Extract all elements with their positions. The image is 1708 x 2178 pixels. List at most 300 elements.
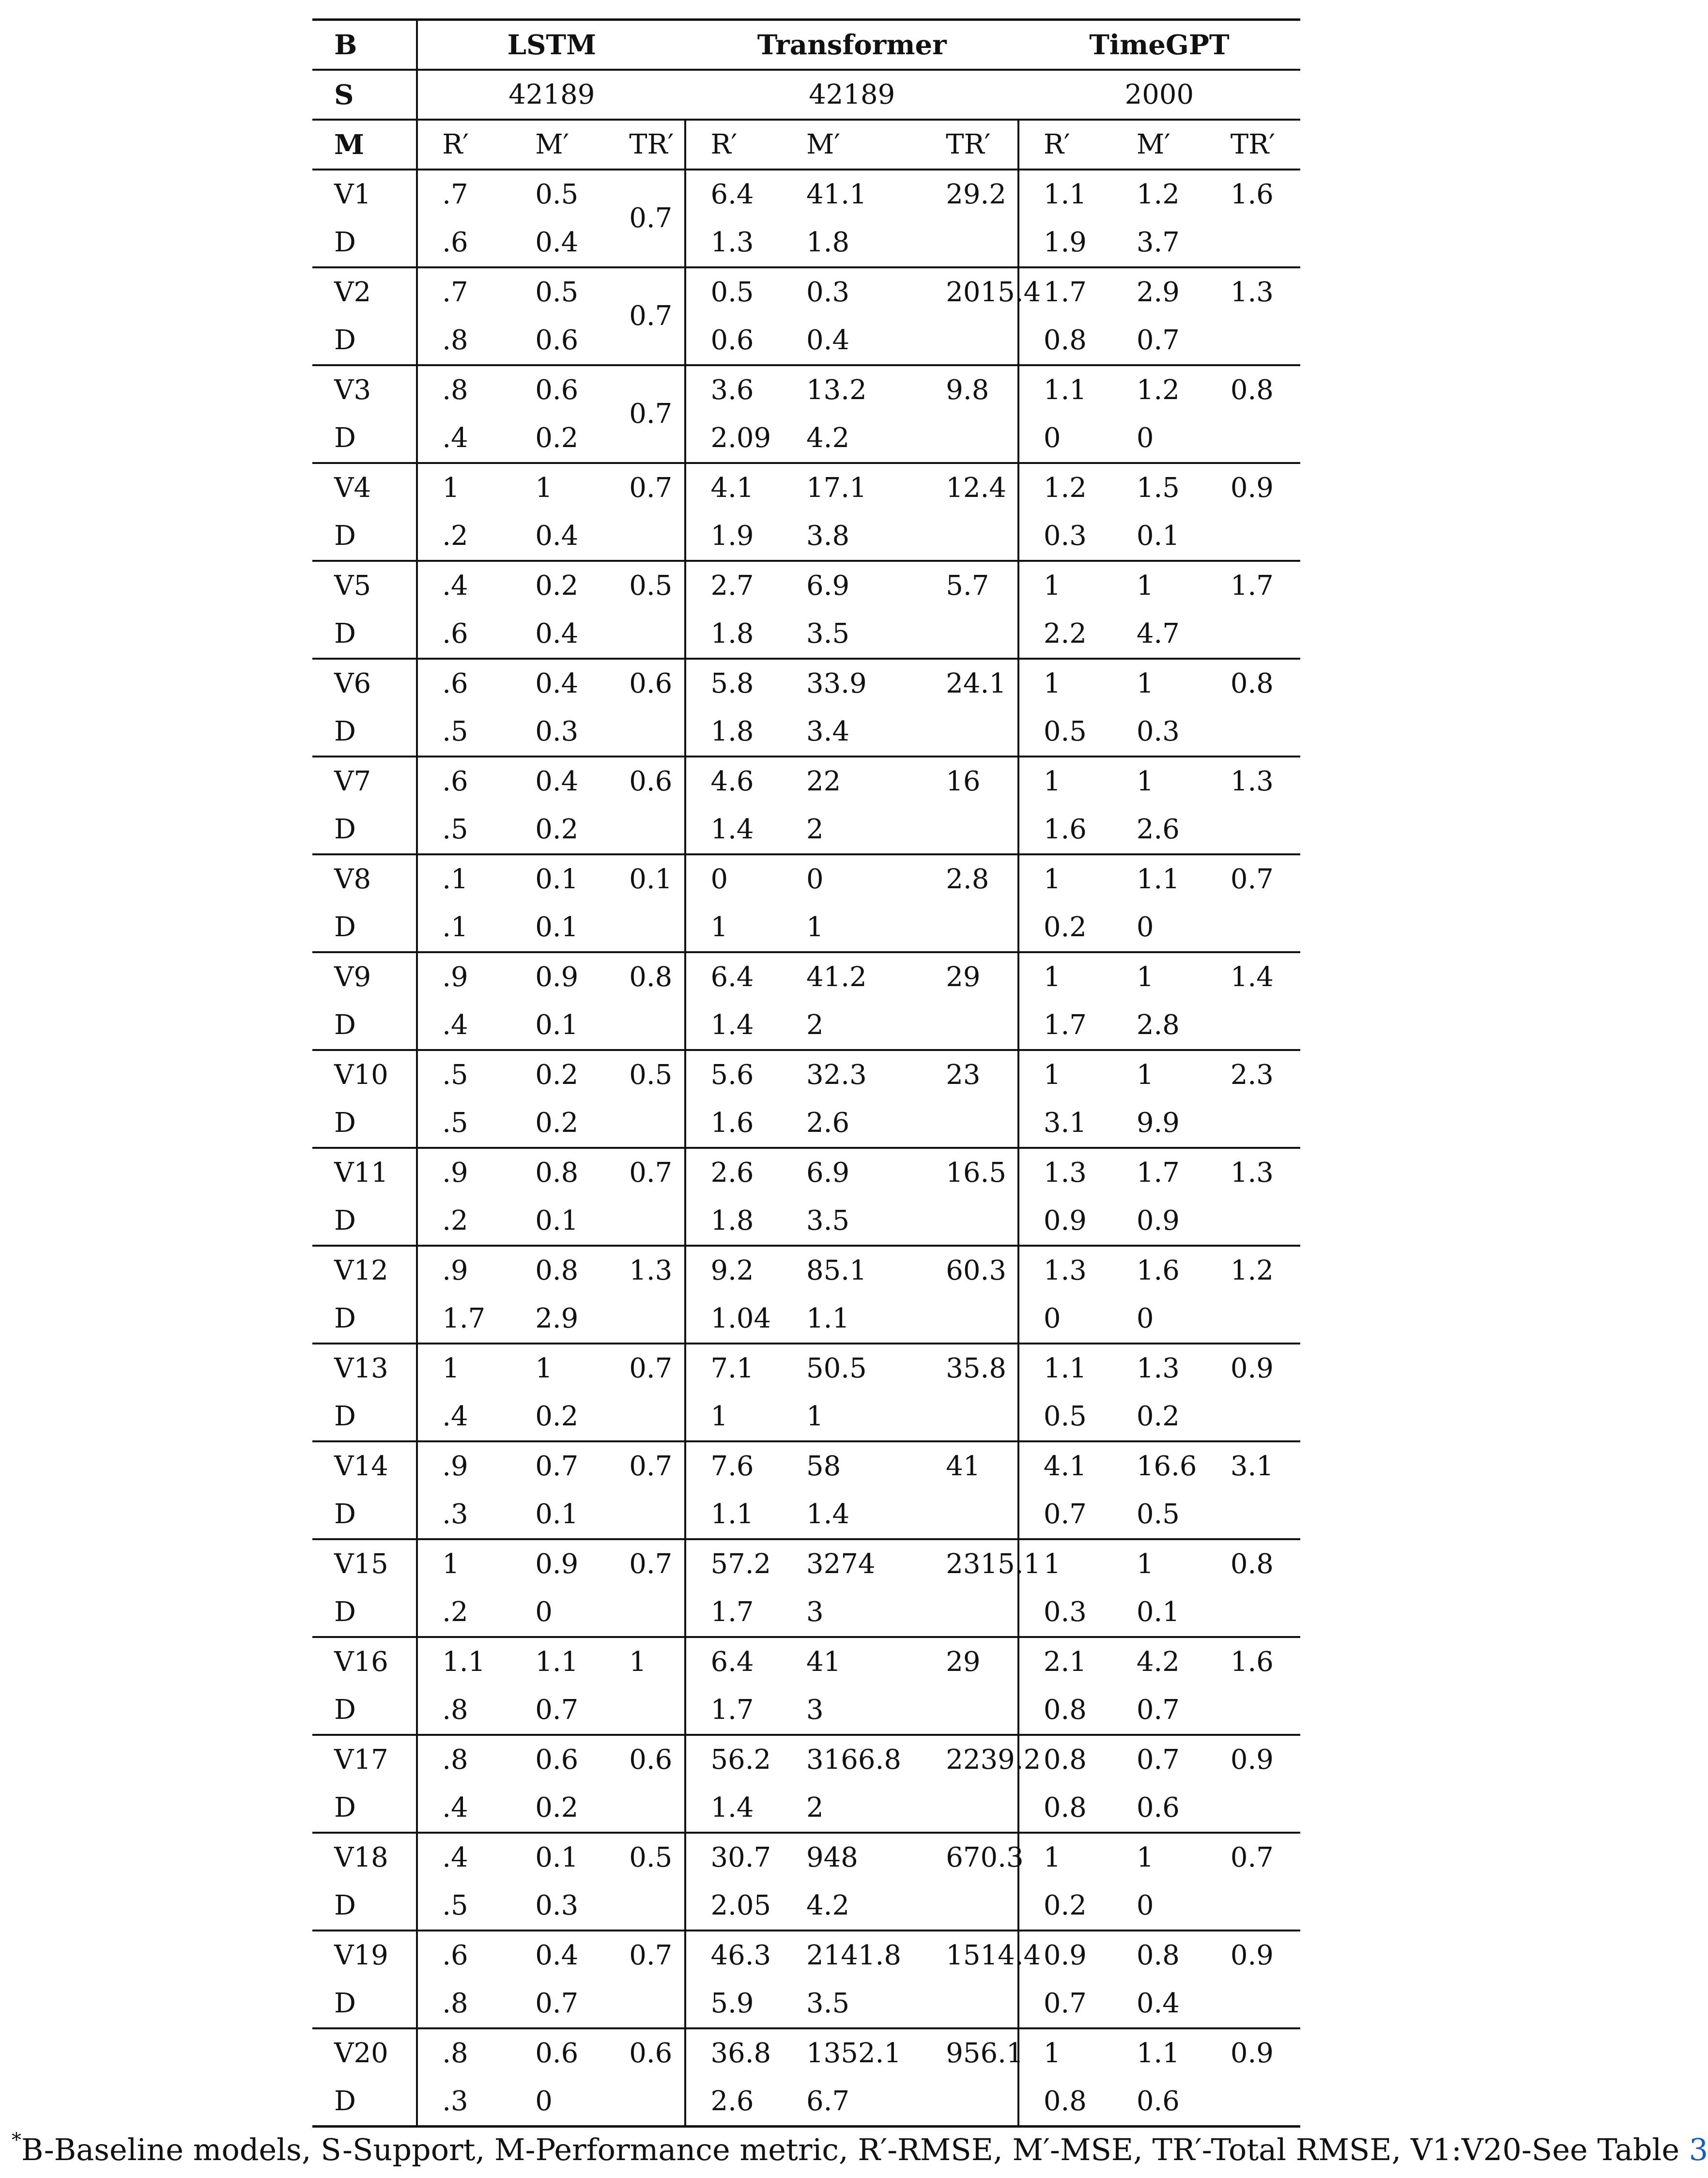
- variable-label: V14: [312, 1441, 417, 1490]
- timegpt-total-rmse-d: [1206, 218, 1300, 267]
- transformer-rmse-d: 1.8: [685, 708, 782, 757]
- support-timegpt: 2000: [1018, 70, 1300, 120]
- transformer-total-rmse: 2315.1: [922, 1539, 1018, 1588]
- timegpt-rmse: 1: [1018, 2028, 1112, 2077]
- transformer-total-rmse: 956.1: [922, 2028, 1018, 2077]
- transformer-mse: 0.3: [782, 267, 922, 316]
- lstm-rmse: 1: [417, 1539, 511, 1588]
- transformer-mse-d: 0.4: [806, 324, 850, 356]
- timegpt-mse-d: 2.8: [1136, 1009, 1180, 1041]
- transformer-mse-d: 3.5: [806, 1205, 850, 1236]
- timegpt-mse: 1.2: [1112, 170, 1206, 218]
- timegpt-rmse: 1.1: [1018, 365, 1112, 414]
- timegpt-rmse: 1: [1018, 952, 1112, 1001]
- timegpt-mse-d: 0.1: [1136, 520, 1180, 552]
- timegpt-total-rmse: 0.8: [1206, 659, 1300, 708]
- lstm-mse: 0.6: [511, 1735, 605, 1784]
- timegpt-rmse-d: 1.6: [1018, 805, 1112, 854]
- d-label: D: [334, 1987, 356, 2019]
- support-lstm: 42189: [417, 70, 685, 120]
- support-transformer: 42189: [685, 70, 1018, 120]
- table-row: [312, 1148, 1300, 1197]
- transformer-total-rmse: 29: [922, 952, 1018, 1001]
- lstm-total-rmse: 1.3: [605, 1246, 685, 1295]
- lstm-rmse-d: .3: [417, 1490, 511, 1539]
- metric-label: M′: [1136, 128, 1170, 160]
- transformer-mse-d: 2: [806, 1792, 824, 1823]
- d-label: D: [334, 1792, 356, 1823]
- lstm-total-rmse: 0.8: [605, 952, 685, 1001]
- lstm-rmse-d: .8: [417, 316, 511, 365]
- transformer-rmse: 9.2: [685, 1246, 782, 1295]
- lstm-rmse-d: .2: [417, 1197, 511, 1246]
- timegpt-mse-d: 0: [1136, 1302, 1154, 1334]
- variable-label: V17: [312, 1735, 417, 1784]
- lstm-mse: 0.2: [511, 561, 605, 610]
- lstm-total-rmse: 0.7: [605, 1148, 685, 1197]
- d-label: D: [334, 1694, 356, 1726]
- lstm-rmse-d: .5: [417, 805, 511, 854]
- timegpt-rmse: 1: [1018, 757, 1112, 805]
- lstm-total-rmse-d: [605, 1001, 685, 1050]
- transformer-mse-d: 1.1: [806, 1302, 850, 1334]
- timegpt-mse-d: 0.5: [1136, 1498, 1180, 1530]
- timegpt-total-rmse-d: [1206, 610, 1300, 659]
- timegpt-mse-d: 3.7: [1136, 226, 1180, 258]
- transformer-rmse-d: 1.7: [685, 1588, 782, 1637]
- variable-label: V13: [312, 1344, 417, 1392]
- lstm-rmse-d: .4: [417, 1001, 511, 1050]
- timegpt-rmse: 1: [1018, 659, 1112, 708]
- transformer-rmse-d: 1.3: [685, 218, 782, 267]
- lstm-mse-d: 0.2: [535, 1400, 579, 1432]
- timegpt-total-rmse: 0.9: [1206, 463, 1300, 512]
- transformer-total-rmse: 35.8: [922, 1344, 1018, 1392]
- transformer-mse: 3274: [782, 1539, 922, 1588]
- timegpt-rmse-d: 1.9: [1018, 218, 1112, 267]
- table-row: [312, 1050, 1300, 1099]
- variable-label: V5: [312, 561, 417, 610]
- transformer-rmse-d: 1.1: [685, 1490, 782, 1539]
- timegpt-mse: 4.2: [1112, 1637, 1206, 1686]
- lstm-mse-d: 0.1: [535, 1009, 579, 1041]
- lstm-total-rmse: 0.5: [605, 1833, 685, 1882]
- variable-label: V4: [312, 463, 417, 512]
- timegpt-total-rmse-d: [1206, 1197, 1300, 1246]
- transformer-mse: 0: [782, 854, 922, 903]
- timegpt-rmse: 1.7: [1018, 267, 1112, 316]
- lstm-rmse: .6: [417, 659, 511, 708]
- timegpt-mse: 1: [1112, 952, 1206, 1001]
- transformer-rmse: 5.8: [685, 659, 782, 708]
- variable-label: V20: [312, 2028, 417, 2077]
- transformer-mse: 50.5: [782, 1344, 922, 1392]
- lstm-rmse-d: .8: [417, 1979, 511, 2028]
- transformer-mse: 41.1: [782, 170, 922, 218]
- transformer-mse-d: 2: [806, 1009, 824, 1041]
- timegpt-rmse: 1.3: [1018, 1246, 1112, 1295]
- lstm-rmse: 1.1: [417, 1637, 511, 1686]
- timegpt-rmse-d: 0.8: [1018, 2077, 1112, 2127]
- metric-label: TR′: [629, 128, 674, 160]
- lstm-mse-d: 0.7: [535, 1694, 579, 1726]
- transformer-mse-d: 3: [806, 1596, 824, 1628]
- transformer-total-rmse-d: [922, 1197, 1018, 1246]
- variable-label: V7: [312, 757, 417, 805]
- table-row: [312, 659, 1300, 708]
- transformer-rmse-d: 1.7: [685, 1686, 782, 1735]
- lstm-rmse-d: .2: [417, 512, 511, 561]
- lstm-total-rmse: 1: [605, 1637, 685, 1686]
- timegpt-total-rmse-d: [1206, 1490, 1300, 1539]
- variable-label: V8: [312, 854, 417, 903]
- lstm-mse: 1: [511, 463, 605, 512]
- table-reference-link[interactable]: 3: [1689, 2132, 1708, 2167]
- timegpt-mse-d: 9.9: [1136, 1107, 1180, 1139]
- lstm-mse-d: 2.9: [535, 1302, 579, 1334]
- transformer-total-rmse: 29.2: [922, 170, 1018, 218]
- variable-label: V12: [312, 1246, 417, 1295]
- transformer-total-rmse: 9.8: [922, 365, 1018, 414]
- timegpt-rmse: 1: [1018, 854, 1112, 903]
- timegpt-total-rmse: 1.7: [1206, 561, 1300, 610]
- timegpt-rmse-d: 0.5: [1018, 708, 1112, 757]
- transformer-rmse: 2.6: [685, 1148, 782, 1197]
- transformer-mse: 22: [782, 757, 922, 805]
- transformer-total-rmse-d: [922, 805, 1018, 854]
- s-label: S: [312, 70, 417, 120]
- timegpt-rmse-d: 0.2: [1018, 1882, 1112, 1931]
- transformer-total-rmse: 670.3: [922, 1833, 1018, 1882]
- lstm-mse: 0.4: [511, 659, 605, 708]
- lstm-total-rmse-d: [605, 1392, 685, 1441]
- transformer-rmse-d: 1.9: [685, 512, 782, 561]
- variable-label: V11: [312, 1148, 417, 1197]
- transformer-mse: 41: [782, 1637, 922, 1686]
- transformer-mse-d: 3.5: [806, 618, 850, 649]
- timegpt-total-rmse-d: [1206, 1784, 1300, 1833]
- timegpt-rmse: 1.1: [1018, 1344, 1112, 1392]
- timegpt-mse: 1.1: [1112, 854, 1206, 903]
- transformer-rmse-d: 0.6: [685, 316, 782, 365]
- transformer-total-rmse: 60.3: [922, 1246, 1018, 1295]
- lstm-rmse-d: .5: [417, 1882, 511, 1931]
- timegpt-mse-d: 0.4: [1136, 1987, 1180, 2019]
- d-label: D: [334, 1400, 356, 1432]
- transformer-total-rmse-d: [922, 1490, 1018, 1539]
- timegpt-total-rmse: 2.3: [1206, 1050, 1300, 1099]
- transformer-rmse-d: 1.8: [685, 1197, 782, 1246]
- lstm-rmse: .1: [417, 854, 511, 903]
- transformer-rmse-d: 1.04: [685, 1295, 782, 1344]
- transformer-mse: 58: [782, 1441, 922, 1490]
- transformer-mse: 948: [782, 1833, 922, 1882]
- table-row: [312, 1295, 1300, 1344]
- lstm-rmse: .6: [417, 1931, 511, 1979]
- d-label: D: [334, 1205, 356, 1236]
- timegpt-total-rmse-d: [1206, 2077, 1300, 2127]
- model-transformer: Transformer: [685, 20, 1018, 70]
- transformer-rmse-d: 1.6: [685, 1099, 782, 1148]
- timegpt-mse-d: 0.6: [1112, 2077, 1206, 2127]
- transformer-rmse: 56.2: [685, 1735, 782, 1784]
- transformer-total-rmse-d: [922, 1295, 1018, 1344]
- lstm-rmse-d: .4: [417, 1392, 511, 1441]
- lstm-rmse-d: .1: [417, 903, 511, 952]
- lstm-rmse: 1: [417, 1344, 511, 1392]
- timegpt-rmse-d: 0.3: [1018, 512, 1112, 561]
- table-row: [312, 708, 1300, 757]
- lstm-rmse: .8: [417, 1735, 511, 1784]
- lstm-mse-d: 0.1: [535, 911, 579, 943]
- d-label: D: [334, 911, 356, 943]
- timegpt-total-rmse: 0.8: [1206, 365, 1300, 414]
- lstm-total-rmse: 0.6: [605, 1735, 685, 1784]
- timegpt-mse: 1.5: [1112, 463, 1206, 512]
- transformer-total-rmse-d: [922, 1686, 1018, 1735]
- timegpt-mse: 1: [1112, 757, 1206, 805]
- timegpt-mse-d: 0.6: [1136, 1792, 1180, 1823]
- transformer-mse-d: 2: [806, 813, 824, 845]
- lstm-mse: 1.1: [511, 1637, 605, 1686]
- lstm-mse: 0.6: [511, 365, 605, 414]
- transformer-mse-d: 1.4: [806, 1498, 850, 1530]
- timegpt-rmse-d: 0.7: [1018, 1979, 1112, 2028]
- timegpt-mse-d: 0: [1136, 422, 1154, 454]
- lstm-mse-d: 0: [535, 1596, 553, 1628]
- footnote-text: B-Baseline models, S-Support, M-Performance metric, R′-RMSE, M′-MSE, TR′-Total RMSE, V1:V20-See Table: [21, 2132, 1689, 2167]
- variable-label: V16: [312, 1637, 417, 1686]
- lstm-total-rmse: 0.6: [605, 659, 685, 708]
- transformer-rmse: 6.4: [685, 952, 782, 1001]
- lstm-rmse-d: .3: [417, 2077, 511, 2127]
- timegpt-rmse-d: 0.3: [1018, 1588, 1112, 1637]
- timegpt-mse: 1: [1112, 1833, 1206, 1882]
- lstm-mse: 0.8: [511, 1148, 605, 1197]
- transformer-rmse: 5.6: [685, 1050, 782, 1099]
- lstm-total-rmse-d: [605, 1099, 685, 1148]
- transformer-rmse: 3.6: [685, 365, 782, 414]
- metric-label: M′: [806, 128, 841, 160]
- transformer-total-rmse-d: [922, 610, 1018, 659]
- timegpt-total-rmse-d: [1206, 1979, 1300, 2028]
- timegpt-total-rmse-d: [1206, 1001, 1300, 1050]
- transformer-total-rmse: 41: [922, 1441, 1018, 1490]
- transformer-total-rmse: 2.8: [922, 854, 1018, 903]
- model-header-row: [312, 20, 1300, 70]
- table-row: [312, 1882, 1300, 1931]
- timegpt-mse: 1.1: [1112, 2028, 1206, 2077]
- transformer-rmse-d: 1: [685, 1392, 782, 1441]
- lstm-total-rmse: 0.7: [605, 170, 685, 267]
- table-row: [312, 854, 1300, 903]
- model-timegpt: TimeGPT: [1018, 20, 1300, 70]
- timegpt-total-rmse: 0.7: [1206, 854, 1300, 903]
- transformer-rmse: 2.7: [685, 561, 782, 610]
- transformer-rmse-d: 2.09: [685, 414, 782, 463]
- lstm-total-rmse: 0.7: [605, 1344, 685, 1392]
- timegpt-rmse: 0.8: [1018, 1735, 1112, 1784]
- d-label: D: [312, 2077, 417, 2127]
- transformer-total-rmse: 29: [922, 1637, 1018, 1686]
- lstm-mse-d: 0.3: [535, 1889, 579, 1921]
- lstm-mse: 0.8: [511, 1246, 605, 1295]
- transformer-mse-d: 2.6: [806, 1107, 850, 1139]
- lstm-mse-d: 0: [511, 2077, 605, 2127]
- timegpt-mse-d: 0.1: [1136, 1596, 1180, 1628]
- table-row: [312, 267, 1300, 316]
- lstm-rmse-d: .4: [417, 1784, 511, 1833]
- d-label: D: [334, 1498, 356, 1530]
- transformer-rmse-d: 2.05: [685, 1882, 782, 1931]
- table-row: [312, 1392, 1300, 1441]
- lstm-total-rmse-d: [605, 1979, 685, 2028]
- transformer-rmse: 6.4: [685, 1637, 782, 1686]
- transformer-rmse: 7.1: [685, 1344, 782, 1392]
- lstm-rmse: .9: [417, 1246, 511, 1295]
- table-row: [312, 1490, 1300, 1539]
- lstm-total-rmse: 0.1: [605, 854, 685, 903]
- transformer-rmse-d: 1.4: [685, 1001, 782, 1050]
- table-row: [312, 316, 1300, 365]
- timegpt-rmse-d: 0.8: [1018, 1686, 1112, 1735]
- d-label: D: [334, 1302, 356, 1334]
- lstm-mse: 0.6: [511, 2028, 605, 2077]
- lstm-mse-d: 0.2: [535, 1792, 579, 1823]
- variable-label: V19: [312, 1931, 417, 1979]
- variable-label: V1: [312, 170, 417, 218]
- metric-label: TR′: [946, 128, 991, 160]
- table-row: [312, 170, 1300, 218]
- transformer-total-rmse-d: [922, 1588, 1018, 1637]
- lstm-total-rmse: 0.6: [605, 757, 685, 805]
- timegpt-rmse-d: 1.7: [1018, 1001, 1112, 1050]
- timegpt-mse: 1.3: [1112, 1344, 1206, 1392]
- transformer-total-rmse-d: [922, 903, 1018, 952]
- variable-label: V10: [312, 1050, 417, 1099]
- table-row: [312, 2028, 1300, 2077]
- lstm-mse-d: 0.7: [535, 1987, 579, 2019]
- transformer-total-rmse-d: [922, 1784, 1018, 1833]
- timegpt-mse-d: 0.7: [1136, 324, 1180, 356]
- lstm-mse-d: 0.1: [535, 1205, 579, 1236]
- lstm-rmse-d: .2: [417, 1588, 511, 1637]
- timegpt-mse: 0.7: [1112, 1735, 1206, 1784]
- metric-label: M′: [535, 128, 569, 160]
- transformer-mse: 17.1: [782, 463, 922, 512]
- lstm-total-rmse: 0.7: [605, 267, 685, 365]
- transformer-total-rmse: 5.7: [922, 561, 1018, 610]
- table-row: [312, 463, 1300, 512]
- model-lstm: LSTM: [417, 20, 685, 70]
- transformer-rmse: 7.6: [685, 1441, 782, 1490]
- lstm-mse: 0.4: [511, 757, 605, 805]
- timegpt-rmse: 1: [1018, 1050, 1112, 1099]
- timegpt-total-rmse: 1.3: [1206, 757, 1300, 805]
- timegpt-total-rmse: 0.9: [1206, 1344, 1300, 1392]
- lstm-mse-d: 0.1: [535, 1498, 579, 1530]
- timegpt-rmse: 2.1: [1018, 1637, 1112, 1686]
- timegpt-mse: 1.2: [1112, 365, 1206, 414]
- timegpt-total-rmse-d: [1206, 903, 1300, 952]
- table-row: [312, 1539, 1300, 1588]
- timegpt-mse: 1: [1112, 561, 1206, 610]
- d-label: D: [334, 715, 356, 747]
- timegpt-total-rmse: 0.9: [1206, 2028, 1300, 2077]
- timegpt-total-rmse-d: [1206, 708, 1300, 757]
- lstm-mse: 0.9: [511, 952, 605, 1001]
- table-row: [312, 414, 1300, 463]
- support-row: [312, 70, 1300, 120]
- table-row: [312, 512, 1300, 561]
- b-label: B: [312, 20, 417, 70]
- d-label: D: [334, 618, 356, 649]
- timegpt-total-rmse-d: [1206, 1588, 1300, 1637]
- lstm-mse: 0.7: [511, 1441, 605, 1490]
- timegpt-rmse: 1: [1018, 561, 1112, 610]
- table-row: [312, 365, 1300, 414]
- table-row: [312, 757, 1300, 805]
- lstm-rmse-d: 1.7: [417, 1295, 511, 1344]
- timegpt-total-rmse: 1.6: [1206, 170, 1300, 218]
- transformer-rmse: 46.3: [685, 1931, 782, 1979]
- transformer-mse: 1352.1: [782, 2028, 922, 2077]
- transformer-total-rmse: 16: [922, 757, 1018, 805]
- timegpt-total-rmse: 1.4: [1206, 952, 1300, 1001]
- lstm-rmse-d: .4: [417, 414, 511, 463]
- timegpt-mse-d: 4.7: [1136, 618, 1180, 649]
- timegpt-mse: 2.9: [1112, 267, 1206, 316]
- lstm-mse: 0.2: [511, 1050, 605, 1099]
- transformer-mse: 13.2: [782, 365, 922, 414]
- variable-label: V9: [312, 952, 417, 1001]
- lstm-total-rmse-d: [605, 1588, 685, 1637]
- transformer-rmse: 57.2: [685, 1539, 782, 1588]
- timegpt-total-rmse: 0.7: [1206, 1833, 1300, 1882]
- variable-label: V15: [312, 1539, 417, 1588]
- transformer-mse-d: 3.8: [806, 520, 850, 552]
- timegpt-mse-d: 0: [1136, 911, 1154, 943]
- table-row: [312, 1931, 1300, 1979]
- lstm-total-rmse: 0.7: [605, 1539, 685, 1588]
- transformer-rmse: 36.8: [685, 2028, 782, 2077]
- timegpt-total-rmse: 0.9: [1206, 1735, 1300, 1784]
- lstm-rmse: .9: [417, 1441, 511, 1490]
- table-row: [312, 1784, 1300, 1833]
- transformer-mse: 85.1: [782, 1246, 922, 1295]
- metric-label: R′: [1018, 120, 1112, 170]
- transformer-total-rmse: 16.5: [922, 1148, 1018, 1197]
- timegpt-total-rmse-d: [1206, 1686, 1300, 1735]
- timegpt-total-rmse: 3.1: [1206, 1441, 1300, 1490]
- transformer-mse-d: 4.2: [806, 1889, 850, 1921]
- timegpt-total-rmse-d: [1206, 805, 1300, 854]
- transformer-rmse: 0.5: [685, 267, 782, 316]
- lstm-total-rmse-d: [605, 610, 685, 659]
- timegpt-rmse-d: 0: [1018, 1295, 1112, 1344]
- lstm-mse: 0.5: [511, 267, 605, 316]
- transformer-total-rmse: 24.1: [922, 659, 1018, 708]
- timegpt-rmse-d: 0.7: [1018, 1490, 1112, 1539]
- timegpt-total-rmse-d: [1206, 1099, 1300, 1148]
- lstm-mse-d: 0.3: [535, 715, 579, 747]
- lstm-total-rmse-d: [605, 1784, 685, 1833]
- results-table: [312, 18, 1300, 2128]
- lstm-total-rmse: 0.7: [605, 1441, 685, 1490]
- lstm-rmse: .8: [417, 2028, 511, 2077]
- timegpt-rmse-d: 0.5: [1018, 1392, 1112, 1441]
- lstm-rmse: .4: [417, 561, 511, 610]
